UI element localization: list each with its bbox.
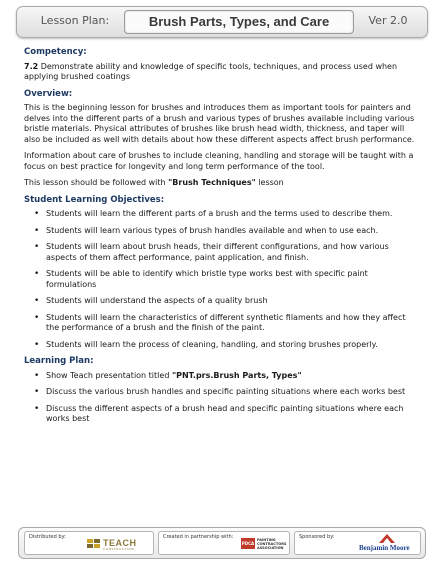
sponsor-box (294, 531, 421, 555)
followup-lesson-name: "Brush Techniques" (168, 178, 256, 187)
pdca-logo-text (257, 538, 286, 550)
competency-text (24, 62, 416, 83)
partnership-label: Created in partnership with: (163, 534, 234, 540)
distributed-by-label: Distributed by: (29, 534, 66, 540)
lesson-content (24, 47, 416, 431)
teach-logo-subtitle: CONSTRUCTION (103, 547, 135, 551)
objectives-list (24, 209, 416, 350)
plan-item (46, 371, 416, 382)
version-label: Ver 2.0 (368, 14, 408, 27)
followup-prefix: This lesson should be followed with (24, 178, 169, 187)
objective-item: • Students will learn the characteristics of different synthetic filaments and how they affect the performance of a brush and the finish of the paint. (46, 313, 416, 334)
plan-item: • Discuss the various brush handles and specific painting situations where each works best (46, 387, 416, 398)
sponsor-footer (18, 527, 426, 559)
overview-paragraph-2: Information about care of brushes to include cleaning, handling and storage will be taught with a focus on best practice for longevity and long term performance of the tool. (24, 151, 414, 171)
lesson-plan-label: Lesson Plan: (40, 14, 110, 27)
plan-item-prefix: Show Teach presentation titled (46, 370, 172, 380)
overview-paragraph-1: This is the beginning lesson for brushes and introduces them as important tools for painters and delves into the different parts of a brush and various types of brushes available including various bristle materials. Physical attributes of brushes like brush head width, thickness, and taper will also be included as well with details about how these different aspects affect brush performance. (24, 103, 415, 144)
competency-code: 7.2 (24, 61, 39, 71)
followup-suffix: lesson (255, 178, 284, 187)
lesson-header (16, 6, 428, 38)
pdca-logo: PDCA (241, 538, 255, 549)
overview-paragraph-3 (24, 178, 416, 189)
pdca-line: ASSOCIATION (257, 546, 284, 550)
teach-logo-icon (87, 539, 101, 549)
plan-item: • Discuss the different aspects of a brush head and specific painting situations where each works best (46, 404, 416, 425)
learning-plan-heading: Learning Plan: (24, 356, 94, 366)
distributor-box (24, 531, 154, 555)
sponsored-by-label: Sponsored by: (299, 534, 335, 540)
learning-plan-list (24, 371, 416, 425)
objective-item: • Students will understand the aspects of a quality brush (46, 296, 416, 307)
objective-item: • Students will learn the different parts of a brush and the terms used to describe them. (46, 209, 416, 220)
pdca-line: PAINTING (257, 538, 276, 542)
objective-item: • Students will learn various types of brush handles available and when to use each. (46, 226, 416, 237)
teach-logo: TEACH (103, 538, 137, 548)
overview-heading: Overview: (24, 88, 73, 99)
objective-item: • Students will be able to identify which bristle type works best with specific paint formulations (46, 269, 416, 290)
benjamin-moore-logo: Benjamin Moore (359, 544, 410, 552)
pdca-line: CONTRACTORS (257, 542, 287, 546)
presentation-title: "PNT.prs.Brush Parts, Types" (171, 370, 302, 380)
partner-box (158, 531, 290, 555)
benjamin-moore-roof-icon (379, 534, 395, 543)
objective-item: • Students will learn the process of cleaning, handling, and storing brushes properly. (46, 340, 416, 351)
objectives-heading: Student Learning Objectives: (24, 194, 165, 205)
competency-heading: Competency: (24, 47, 87, 57)
lesson-title: Brush Parts, Types, and Care (124, 10, 354, 34)
objective-item: • Students will learn about brush heads, their different configurations, and how various aspects of them affect performance, paint application, and finish. (46, 242, 416, 263)
competency-description: Demonstrate ability and knowledge of specific tools, techniques, and process used when applying brushed coatings (24, 61, 398, 81)
